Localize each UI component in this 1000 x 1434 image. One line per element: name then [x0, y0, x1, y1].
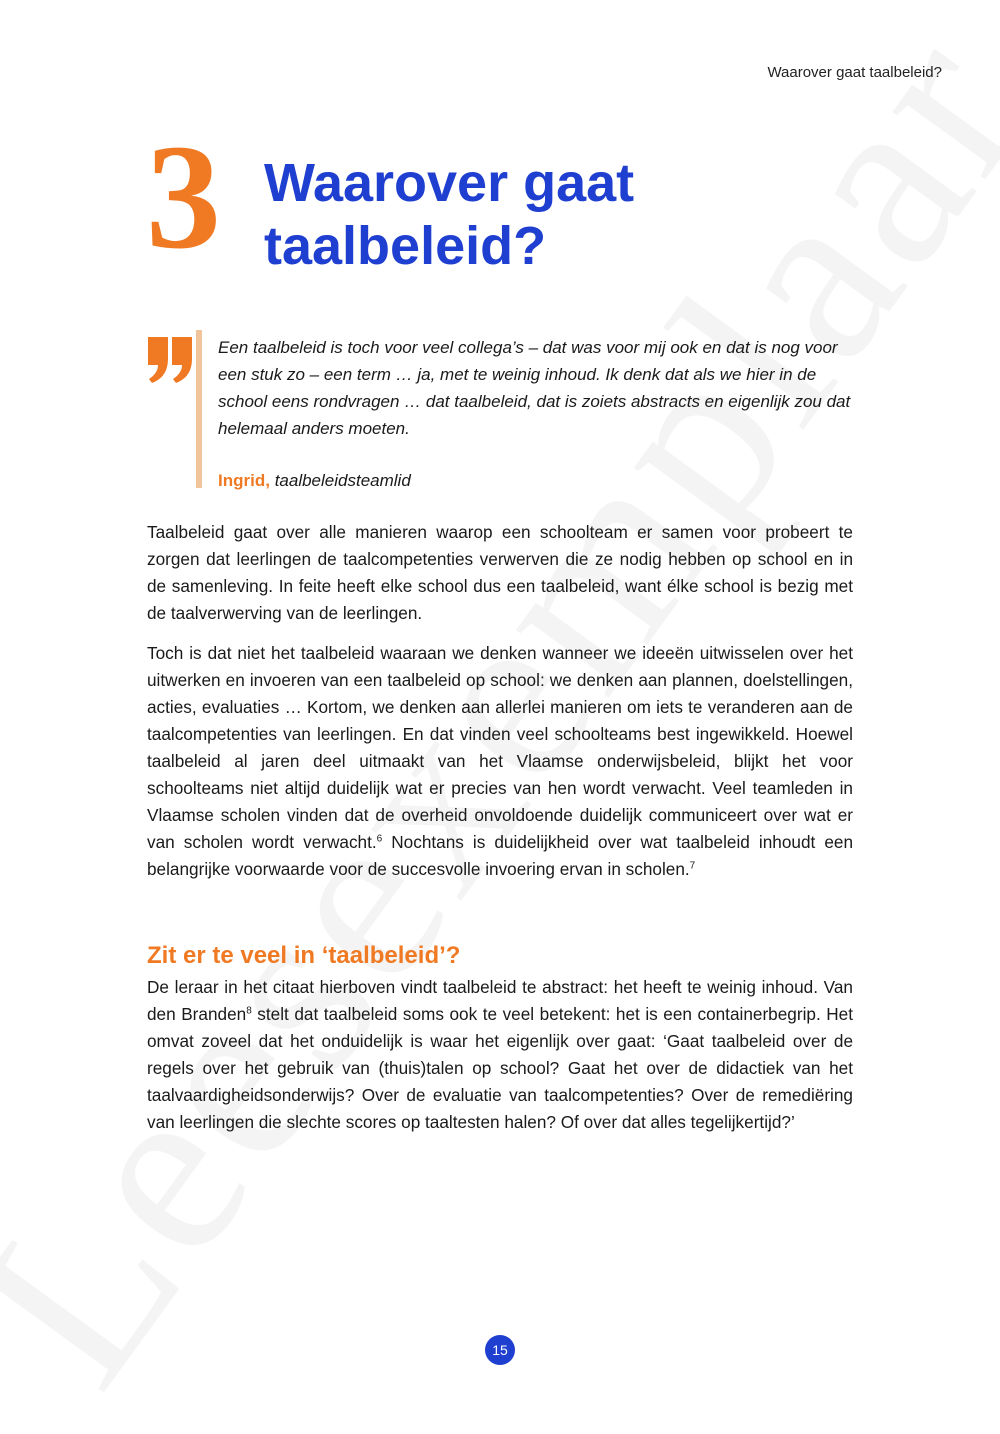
quote-mark-icon: [146, 327, 194, 385]
paragraph-1: Taalbeleid gaat over alle manieren waarop een schoolteam er samen voor probeert te zorgen dat leerlingen de taalcompetenties verwerven die ze nodig hebben op school en in de samenleving. In feite heeft elke school dus een taalbeleid, want élke school is bezig met de taalverwerving van de leerlingen.: [147, 522, 853, 623]
chapter-title-line2: taalbeleid?: [264, 216, 547, 276]
footnote-ref-6: 6: [376, 833, 383, 845]
running-header: Waarover gaat taalbeleid?: [767, 64, 942, 81]
chapter-title: [264, 152, 634, 278]
page-number: 15: [485, 1335, 515, 1365]
paragraph-2: [147, 640, 853, 883]
paragraph-3-text-b: stelt dat taalbeleid soms ook te veel betekent: het is een containerbegrip. Het omvat zoveel dat het onduidelijk is waar het eigenlijk over gaat: ‘Gaat taalbeleid over de regels over het gebruik van (thuis)talen op school? Gaat het over de didactiek van het taalvaardigheidsonderwijs? Over de evaluatie van taalcompetenties? Over de remediëring van leerlingen die slechte scores op taaltesten halen? Of over dat alles tegelijkertijd?’: [147, 1004, 854, 1132]
paragraph-2-text-a: Toch is dat niet het taalbeleid waaraan we denken wanneer we ideeën uitwisselen over het uitwerken en invoeren van een taalbeleid op school: we denken aan plannen, doelstellingen, acties, evaluaties … Kortom, we denken aan allerlei manieren om iets te veranderen aan de taalcompetenties van leerlingen. En dat vinden veel schoolteams best ingewikkeld. Hoewel taalbeleid al jaren deel uitmaakt van het Vlaamse onderwijsbeleid, blijkt het voor schoolteams niet altijd duidelijk wat er precies van hen wordt verwacht. Veel teamleden in Vlaamse scholen vinden dat de overheid onvoldoende duidelijk communiceert over wat er van scholen wordt verwacht.: [147, 643, 853, 852]
footnote-ref-8: 8: [246, 1005, 252, 1017]
chapter-title-line1: Waarover gaat: [264, 153, 635, 213]
paragraph-2-text-b: Nochtans is duidelijkheid over wat taalbeleid inhoudt een belangrijke voorwaarde voor de succesvolle invoering ervan in scholen.: [147, 832, 853, 879]
paragraph-3: [147, 974, 853, 1136]
chapter-number: 3: [146, 114, 221, 280]
section-heading: Zit er te veel in ‘taalbeleid’?: [147, 942, 461, 969]
quote-attribution: [218, 467, 411, 494]
quote-author: Ingrid,: [218, 471, 270, 490]
quote-text: Een taalbeleid is toch voor veel collega’s – dat was voor mij ook en dat is nog voor een stuk zo – een term … ja, met te weinig inhoud. Ik denk dat als we hier in de school eens rondvragen … dat taalbeleid, dat is zoiets abstracts en eigenlijk zou dat helemaal anders moeten.: [218, 338, 851, 438]
footnote-ref-7: 7: [689, 860, 696, 872]
quote-role: taalbeleidsteamlid: [274, 471, 411, 490]
paragraph-3-text-a: De leraar in het citaat hierboven vindt taalbeleid te abstract: het heeft te weinig inhoud. Van den Branden: [147, 977, 853, 1024]
quote-rule: [196, 330, 202, 488]
